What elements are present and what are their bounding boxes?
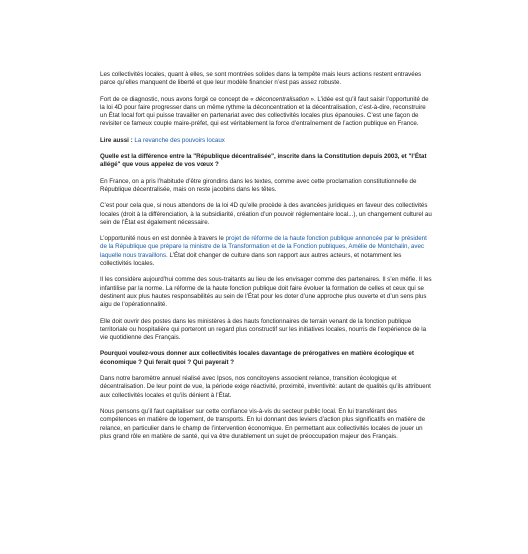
reform-link[interactable]: projet de réforme de la haute fonction publique annoncée par le président de la République que prépare la ministre de la Transformation et de la Fonction publiques, Amélie de Montchalin, avec laquelle nous travaillons. xyxy=(100,235,427,259)
paragraph-text: L’opportunité nous en est donnée à travers le xyxy=(100,235,226,243)
paragraph: C’est pour cela que, si nous attendons de la loi 4D qu’elle procède à des avancées juridiques en faveur des collectivités locales (droit à la différenciation, à la subsidiarité, création d’un pouvoir réglementaire local...), un changement culturel au sein de l’État est également nécessaire. xyxy=(100,202,432,226)
paragraph: Elle doit ouvrir des postes dans les ministères à des hauts fonctionnaires de terrain venant de la fonction publique territoriale ou hospitalière qui porteront un regard plus constructif sur les initiatives locales, nourris de l’expérience de la vie quotidienne des Français. xyxy=(100,317,427,342)
paragraph: Nous pensons qu’il faut capitaliser sur cette confiance vis-à-vis du secteur public local. En lui transférant des compétences en matière de logement, de transports. En lui donnant des leviers d’action plus significatifs en matière de relance, en particulier dans le champ de l’intervention économique. En permettant aux collectivités locales de jouer un plus grand rôle en matière de santé, qui va être durablement un sujet de préoccupation majeur des Français. xyxy=(100,407,426,440)
paragraph-text: ». L’idée est qu’il faut saisir l’opportunité de la loi 4D pour faire progresser dans un même rythme la déconcentration et la décentralisation, c’est-à-dire, reconstruire un État local fort qui puisse travailler en partenariat avec des collectivités locales plus épanouies. C’est une façon de revisiter ce fameux couple maire-préfet, qui est véritablement la force d’entraînement de l’action publique en France. xyxy=(100,95,429,128)
paragraph-text: Fort de ce diagnostic, nous avons forgé ce concept de « xyxy=(100,95,256,103)
concept-term: déconcentralisation xyxy=(255,95,309,103)
lire-aussi-link[interactable]: La revanche des pouvoirs locaux xyxy=(134,136,225,144)
paragraph: Les collectivités locales, quant à elles, se sont montrées solides dans la tempête mais leurs actions restent entravées parce qu’elles manquent de liberté et que leur modèle financier n’est pas assez robuste. xyxy=(100,71,422,87)
paragraph-text: L’État doit changer de culture dans son rapport aux autres acteurs, et notamment les collectivités locales. xyxy=(100,251,402,268)
paragraph xyxy=(100,235,432,268)
lire-aussi xyxy=(100,137,432,145)
paragraph: Il les considère aujourd’hui comme des sous-traitants au lieu de les envisager comme des partenaires. Il s’en méfie. Il les infantilise par la norme. La réforme de la haute fonction publique doit faire évoluer la formation de celles et ceux qui se destinent aux plus hautes responsabilités au sein de l’État pour les doter d’une approche plus ouverte et d’un sens plus aigu de l’opérationnalité. xyxy=(100,276,432,309)
question-heading: Pourquoi voulez-vous donner aux collectivités locales davantage de prérogatives en matière écologique et économique ? Qui ferait quoi ? Qui payerait ? xyxy=(100,350,414,366)
paragraph: Dans notre baromètre annuel réalisé avec Ipsos, nos concitoyens associent relance, transition écologique et décentralisation. De leur point de vue, la période exige réactivité, proximité, inventivité: autant de qualités qu’ils attribuent aux collectivités locales et qu’ils dénient à l’État. xyxy=(100,375,431,399)
paragraph xyxy=(100,96,432,129)
article-body xyxy=(100,71,432,449)
lire-aussi-label: Lire aussi : xyxy=(100,136,133,144)
question-heading: Quelle est la différence entre la "République décentralisée", inscrite dans la Constitution depuis 2003, et "l’État allégé" que vous appelez de vos vœux ? xyxy=(100,153,427,169)
paragraph: En France, on a pris l’habitude d’être girondins dans les textes, comme avec cette proclamation constitutionnelle de République décentralisée, mais on reste jacobins dans les têtes. xyxy=(100,177,417,193)
